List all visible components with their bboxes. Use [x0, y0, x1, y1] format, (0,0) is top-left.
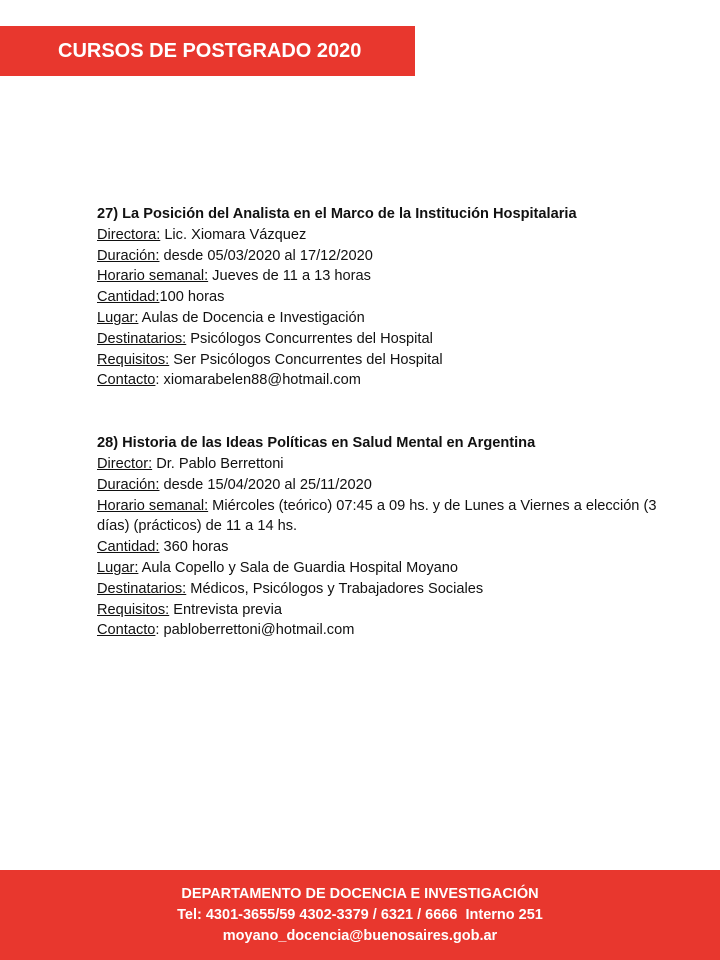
field-audience	[97, 329, 657, 350]
field-audience	[97, 579, 657, 600]
field-label: Cantidad:	[97, 289, 160, 306]
field-label: Director:	[97, 455, 153, 472]
field-value: Médicos, Psicólogos y Trabajadores Sociales	[186, 580, 484, 597]
field-value: Aula Copello y Sala de Guardia Hospital Moyano	[138, 559, 459, 576]
footer-phone: Tel: 4301-3655/59 4302-3379 / 6321 / 6666 Interno 251	[177, 907, 543, 923]
field-requirements	[97, 600, 657, 621]
field-hours	[97, 287, 657, 308]
field-duration	[97, 475, 657, 496]
field-label: Destinatarios:	[97, 580, 187, 597]
field-value: Dr. Pablo Berrettoni	[152, 455, 284, 472]
field-value: Miércoles (teórico) 07:45 a 09 hs. y de Lunes a Viernes a elección (3 días) (prácticos) de 11 a 14 hs.	[97, 497, 657, 535]
footer-banner	[0, 870, 720, 960]
footer-email: moyano_docencia@buenosaires.gob.ar	[222, 928, 498, 944]
course-list	[97, 204, 657, 641]
field-duration	[97, 246, 657, 267]
field-director	[97, 225, 657, 246]
header-banner	[0, 26, 415, 76]
field-label: Requisitos:	[97, 351, 170, 368]
field-place	[97, 308, 657, 329]
field-label: Cantidad:	[97, 539, 160, 556]
field-value: : xiomarabelen88@hotmail.com	[155, 372, 361, 389]
field-value: Aulas de Docencia e Investigación	[138, 309, 365, 326]
course-28	[97, 433, 657, 641]
field-label: Lugar:	[97, 559, 139, 576]
field-label: Directora:	[97, 226, 161, 243]
page-title: CURSOS DE POSTGRADO 2020	[58, 39, 362, 62]
course-27	[97, 204, 657, 391]
field-label: Duración:	[97, 247, 160, 264]
field-value: Lic. Xiomara Vázquez	[160, 226, 307, 243]
field-label: Horario semanal:	[97, 497, 209, 514]
footer-department: DEPARTAMENTO DE DOCENCIA E INVESTIGACIÓN	[181, 886, 539, 902]
field-label: Duración:	[97, 476, 160, 493]
field-value: Ser Psicólogos Concurrentes del Hospital	[169, 351, 443, 368]
field-schedule	[97, 496, 657, 538]
field-value: Entrevista previa	[169, 601, 282, 618]
field-hours	[97, 537, 657, 558]
field-label: Lugar:	[97, 309, 139, 326]
field-value: 360 horas	[159, 539, 229, 556]
field-label: Contacto	[97, 622, 156, 639]
course-title: 27) La Posición del Analista en el Marco de la Institución Hospitalaria	[97, 206, 577, 222]
field-requirements	[97, 350, 657, 371]
field-place	[97, 558, 657, 579]
field-director	[97, 454, 657, 475]
field-label: Horario semanal:	[97, 268, 209, 285]
field-value: desde 05/03/2020 al 17/12/2020	[159, 247, 373, 264]
field-contact	[97, 370, 657, 391]
field-value: : pabloberrettoni@hotmail.com	[155, 622, 355, 639]
field-value: Psicólogos Concurrentes del Hospital	[186, 330, 433, 347]
field-label: Requisitos:	[97, 601, 170, 618]
field-label: Destinatarios:	[97, 330, 187, 347]
field-schedule	[97, 266, 657, 287]
field-value: Jueves de 11 a 13 horas	[208, 268, 371, 285]
field-value: 100 horas	[159, 289, 225, 306]
field-label: Contacto	[97, 372, 156, 389]
course-title: 28) Historia de las Ideas Políticas en Salud Mental en Argentina	[97, 435, 536, 452]
field-value: desde 15/04/2020 al 25/11/2020	[159, 476, 372, 493]
field-contact	[97, 620, 657, 641]
